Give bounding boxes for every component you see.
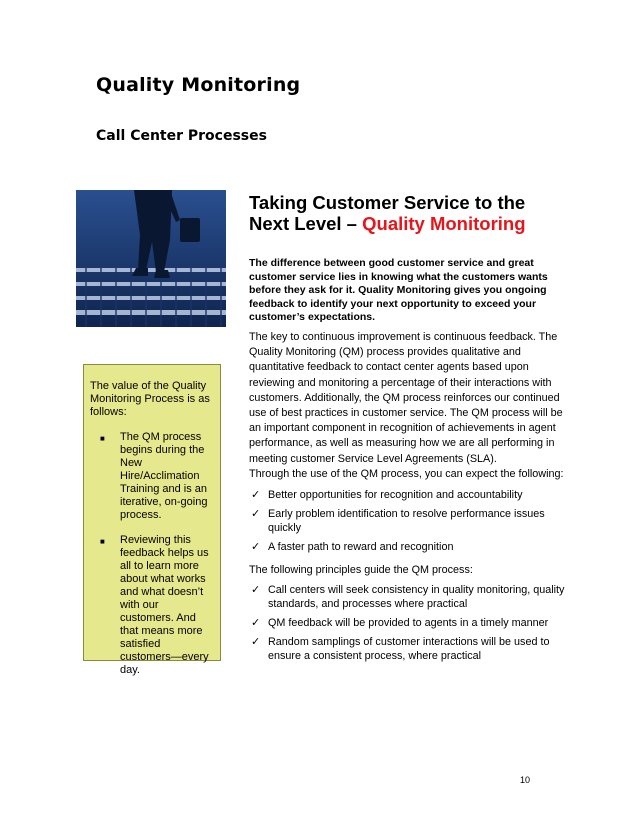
heading-line-1: Taking Customer Service to the [249, 192, 526, 213]
expect-list [249, 488, 569, 559]
expect-item-text: Better opportunities for recognition and accountability [268, 489, 523, 501]
expect-list-item [249, 540, 569, 554]
principles-list-item [249, 616, 569, 630]
check-mark-icon: ✓ [251, 584, 261, 596]
heading-line-2-prefix: Next Level – [249, 213, 363, 234]
principles-item-text: Call centers will seek consistency in quality monitoring, quality standards, and processes where practical [268, 584, 565, 610]
expect-list-item [249, 507, 569, 535]
businessman-stairs-photo [76, 190, 226, 327]
check-mark-icon: ✓ [251, 489, 261, 501]
lead-paragraph: The difference between good customer service and great customer service lies in knowing what the customers wants before they ask for it. Quality Monitoring gives you ongoing feedback to identify your next opportunity to exceed your customer’s expectations. [249, 257, 548, 323]
principles-intro: The following principles guide the QM process: [249, 564, 473, 576]
document-subtitle: Call Center Processes [96, 128, 267, 144]
page-number: 10 [520, 775, 531, 785]
sidebar-list-item [90, 431, 214, 522]
principles-list [249, 583, 569, 668]
main-heading [249, 192, 569, 234]
expect-list-item [249, 488, 569, 502]
check-mark-icon: ✓ [251, 617, 261, 629]
principles-item-text: Random samplings of customer interactions will be used to ensure a consistent process, where practical [268, 636, 550, 662]
check-mark-icon: ✓ [251, 636, 261, 648]
expect-intro: Through the use of the QM process, you can expect the following: [249, 468, 564, 480]
principles-item-text: QM feedback will be provided to agents in a timely manner [268, 617, 549, 629]
square-bullet-icon: ■ [100, 537, 105, 546]
sidebar-item-text: The QM process begins during the New Hire/Acclimation Training and is an iterative, on-going process. [120, 431, 208, 521]
sidebar-item-text: Reviewing this feedback helps us all to learn more about what works and what doesn’t with our customers. And that means more satisfied customers—every day. [120, 534, 209, 676]
body-paragraph: The key to continuous improvement is continuous feedback. The Quality Monitoring (QM) process provides qualitative and quantitative feedback to contact center agents based upon reviewing and monitoring a percentage of their interactions with customers. Additionally, the QM process reinforces our continued use of best practices in customer service. The QM process will be an important component in recognition of achievements in agent performance, as well as measuring how we are all performing in meeting customer Service Level Agreements (SLA). [249, 331, 563, 465]
heading-highlight: Quality Monitoring [362, 213, 526, 234]
document-title: Quality Monitoring [96, 74, 301, 96]
expect-item-text: Early problem identification to resolve performance issues quickly [268, 508, 545, 534]
square-bullet-icon: ■ [100, 434, 105, 443]
sidebar-intro: The value of the Quality Monitoring Process is as follows: [90, 380, 210, 418]
expect-item-text: A faster path to reward and recognition [268, 541, 454, 553]
principles-list-item [249, 635, 569, 663]
value-sidebar [83, 364, 221, 676]
check-mark-icon: ✓ [251, 541, 261, 553]
sidebar-list-item [90, 534, 214, 677]
check-mark-icon: ✓ [251, 508, 261, 520]
principles-list-item [249, 583, 569, 611]
sidebar-list [90, 431, 214, 677]
